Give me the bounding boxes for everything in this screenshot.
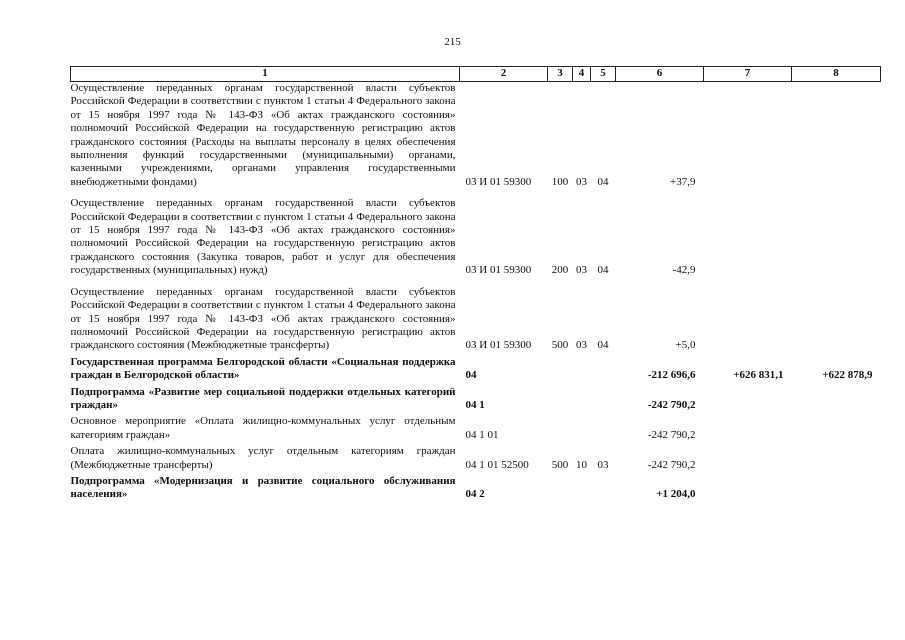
amount-col-6: -42,9 <box>672 264 696 277</box>
expense-name: Осуществление переданных органам государственной власти субъектов Российской Федерации в соответствии с пунктом 1 статьи 4 Федерального закона от 15 ноября 1997 года № 143-ФЗ «Об актах гражданского состояния» полномочий Российской Федерации на государственную регистрацию актов гражданского состояния (Расходы на выплаты персоналу в целях обеспечения выполнения функций государственными (муниципальными) органами, казенными учреждениями, органами управления государственными внебюджетными фондами) <box>70 82 456 188</box>
expense-type-code <box>548 383 573 413</box>
page-number: 215 <box>444 36 461 48</box>
amount-col-6: -242 790,2 <box>647 398 696 411</box>
subsection-code <box>591 353 616 383</box>
expense-name: Осуществление переданных органам государственной власти субъектов Российской Федерации в соответствии с пунктом 1 статьи 4 Федерального закона от 15 ноября 1997 года № 143-ФЗ «Об актах гражданского состояния» полномочий Российской Федерации на государственную регистрацию актов гражданского состояния (Межбюджетные трансферты) <box>70 285 456 352</box>
header-col-2: 2 <box>460 67 548 82</box>
target-article-code: 04 1 01 52500 <box>465 458 529 471</box>
header-col-4: 4 <box>573 67 591 82</box>
expense-type-code <box>548 412 573 442</box>
target-article-code: 03 И 01 59300 <box>465 339 532 352</box>
amount-col-6: -242 790,2 <box>647 458 696 471</box>
expense-type-code <box>548 472 573 502</box>
section-code: 10 <box>576 458 587 471</box>
amount-col-7: +626 831,1 <box>733 369 784 382</box>
expense-name: Государственная программа Белгородской области «Социальная поддержка граждан в Белгородской области» <box>70 355 456 382</box>
budget-table <box>70 66 881 502</box>
expense-type-code: 500 <box>551 458 569 471</box>
header-col-1: 1 <box>71 67 460 82</box>
header-col-5: 5 <box>591 67 616 82</box>
subsection-code <box>591 412 616 442</box>
expense-type-code <box>548 353 573 383</box>
amount-col-7 <box>704 412 792 442</box>
amount-col-8 <box>792 442 881 472</box>
table-row <box>71 353 881 383</box>
section-code <box>573 383 591 413</box>
amount-col-8 <box>792 82 881 190</box>
header-col-6: 6 <box>616 67 704 82</box>
subsection-code <box>591 383 616 413</box>
expense-name: Осуществление переданных органам государственной власти субъектов Российской Федерации в соответствии с пунктом 1 статьи 4 Федерального закона от 15 ноября 1997 года № 143-ФЗ «Об актах гражданского состояния» полномочий Российской Федерации на государственную регистрацию актов гражданского состояния (Закупка товаров, работ и услуг для обеспечения государственных (муниципальных) нужд) <box>70 197 456 277</box>
amount-col-6: +5,0 <box>675 339 696 352</box>
expense-type-code: 100 <box>551 175 569 188</box>
header-row <box>71 67 881 82</box>
table-row <box>71 82 881 190</box>
subsection-code: 04 <box>597 175 609 188</box>
table-row <box>71 442 881 472</box>
table-row <box>71 189 881 277</box>
header-col-3: 3 <box>548 67 573 82</box>
section-code <box>573 412 591 442</box>
amount-col-6: -242 790,2 <box>647 428 696 441</box>
table-row <box>71 383 881 413</box>
subsection-code: 03 <box>597 458 609 471</box>
table-body <box>71 82 881 502</box>
amount-col-6: -212 696,6 <box>647 369 696 382</box>
target-article-code: 04 1 <box>465 398 485 411</box>
subsection-code <box>591 472 616 502</box>
table-row <box>71 472 881 502</box>
section-code: 03 <box>576 175 587 188</box>
subsection-code: 04 <box>597 264 609 277</box>
section-code <box>573 353 591 383</box>
amount-col-7 <box>704 278 792 353</box>
expense-type-code: 500 <box>551 339 569 352</box>
amount-col-7 <box>704 189 792 277</box>
target-article-code: 04 2 <box>465 488 485 501</box>
expense-name: Основное мероприятие «Оплата жилищно-коммунальных услуг отдельным категориям граждан» <box>70 415 456 441</box>
section-code: 03 <box>576 264 587 277</box>
amount-col-6: +37,9 <box>670 175 696 188</box>
expense-name: Оплата жилищно-коммунальных услуг отдельным категориям граждан (Межбюджетные трансферты) <box>70 445 456 471</box>
header-col-8: 8 <box>792 67 881 82</box>
target-article-code: 04 <box>465 369 477 382</box>
amount-col-8 <box>792 189 881 277</box>
amount-col-6: +1 204,0 <box>656 488 696 501</box>
amount-col-8 <box>792 412 881 442</box>
expense-type-code: 200 <box>551 264 569 277</box>
expense-name: Подпрограмма «Развитие мер социальной поддержки отдельных категорий граждан» <box>70 385 456 411</box>
section-code <box>573 472 591 502</box>
amount-col-8 <box>792 383 881 413</box>
target-article-code: 03 И 01 59300 <box>465 175 532 188</box>
amount-col-8: +622 878,9 <box>822 369 873 382</box>
amount-col-7 <box>704 442 792 472</box>
amount-col-7 <box>704 82 792 190</box>
amount-col-7 <box>704 472 792 502</box>
header-col-7: 7 <box>704 67 792 82</box>
subsection-code: 04 <box>597 339 609 352</box>
target-article-code: 04 1 01 <box>465 428 499 441</box>
target-article-code: 03 И 01 59300 <box>465 264 532 277</box>
table-row <box>71 278 881 353</box>
amount-col-8 <box>792 472 881 502</box>
expense-name: Подпрограмма «Модернизация и развитие социального обслуживания населения» <box>70 474 456 501</box>
section-code: 03 <box>576 339 587 352</box>
table-row <box>71 412 881 442</box>
amount-col-7 <box>704 383 792 413</box>
amount-col-8 <box>792 278 881 353</box>
